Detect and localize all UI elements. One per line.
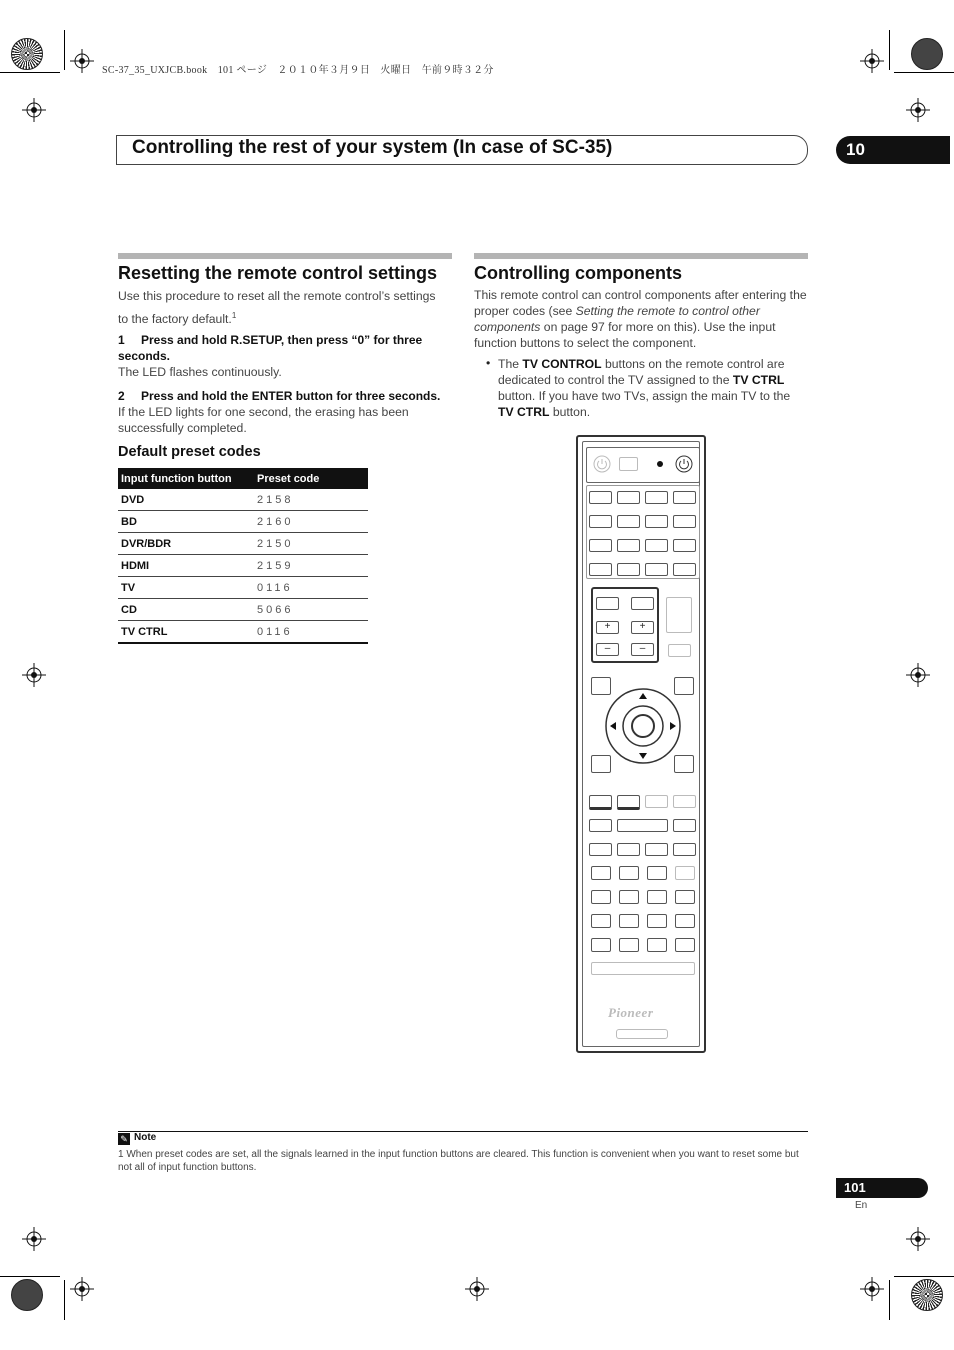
crop-line xyxy=(894,1276,954,1277)
input-button xyxy=(673,515,696,528)
section-bar xyxy=(474,253,808,259)
crosshair-icon xyxy=(906,1227,930,1251)
tv-input-button xyxy=(631,597,654,610)
function-cell: DVR/BDR xyxy=(118,533,254,555)
language-code: En xyxy=(855,1200,868,1211)
column-header: Input function button xyxy=(118,468,254,489)
tv-channel-down-button: – xyxy=(631,643,654,656)
crosshair-icon xyxy=(906,663,930,687)
function-button xyxy=(591,890,611,904)
table-row xyxy=(118,599,368,621)
controlling-intro: This remote control can control components after entering the proper codes (see Setting the remote to control other components on page 97 for more on this). Use the input function buttons to select the component. xyxy=(474,288,807,350)
receiver-power-icon xyxy=(674,454,694,474)
input-button xyxy=(645,563,668,576)
function-cell: CD xyxy=(118,599,254,621)
tv-volume-down-button: – xyxy=(596,643,619,656)
page-number: 101 xyxy=(836,1178,928,1198)
tv-volume-up-button: + xyxy=(596,621,619,634)
section-bar xyxy=(118,253,452,259)
input-button xyxy=(617,491,640,504)
registration-disc-bottom-right xyxy=(911,1279,943,1311)
input-button xyxy=(617,539,640,552)
print-info: SC-37_35_UXJCB.book 101 ページ ２０１０年３月９日 火曜日 午前９時３２分 xyxy=(102,65,494,76)
power-icon xyxy=(592,454,612,474)
function-button xyxy=(591,938,611,952)
table-row xyxy=(118,533,368,555)
crop-line xyxy=(0,1276,60,1277)
function-button xyxy=(675,866,695,880)
cursor-pad-icon xyxy=(604,687,682,765)
tv-channel-up-button: + xyxy=(631,621,654,634)
note-divider xyxy=(118,1131,808,1132)
function-button xyxy=(675,890,695,904)
function-button xyxy=(619,938,639,952)
footnote-text: 1 When preset codes are set, all the signals learned in the input function buttons are cleared. This function is convenient when you want to reset some but not all of input function buttons. xyxy=(118,1149,799,1173)
registration-disc-top-right xyxy=(911,38,943,70)
step-2-note: If the LED lights for one second, the erasing has been successfully completed. xyxy=(118,405,409,435)
source-button xyxy=(619,457,638,471)
function-button xyxy=(591,866,611,880)
registration-disc-bottom-left xyxy=(11,1279,43,1311)
channel-down-button xyxy=(675,938,695,952)
crosshair-icon xyxy=(70,1277,94,1301)
function-button xyxy=(619,866,639,880)
input-button xyxy=(645,539,668,552)
preset-codes-table xyxy=(118,468,368,644)
tv-power-button xyxy=(596,597,619,610)
function-cell: HDMI xyxy=(118,555,254,577)
input-button xyxy=(589,563,612,576)
remote-control-illustration xyxy=(576,435,706,1053)
table-row xyxy=(118,555,368,577)
section-heading-controlling: Controlling components xyxy=(474,263,682,283)
step-2: 2 Press and hold the ENTER button for three seconds. xyxy=(118,389,441,403)
shuffle-button xyxy=(673,795,696,808)
pause-button xyxy=(617,843,640,856)
note-label: Note xyxy=(134,1132,157,1143)
table-row xyxy=(118,511,368,533)
crosshair-icon xyxy=(22,663,46,687)
crop-line xyxy=(889,30,890,70)
function-button xyxy=(647,866,667,880)
registration-disc-top-left xyxy=(11,38,43,70)
table-header-row xyxy=(118,468,368,489)
page-title: Controlling the rest of your system (In case of SC-35) xyxy=(132,137,613,158)
crop-line xyxy=(0,72,60,73)
input-button xyxy=(589,539,612,552)
function-cell: TV xyxy=(118,577,254,599)
code-cell: 2160 xyxy=(254,511,368,533)
crop-line xyxy=(64,1280,65,1320)
pencil-icon: ✎ xyxy=(118,1133,130,1145)
code-cell: 5066 xyxy=(254,599,368,621)
function-button xyxy=(647,938,667,952)
input-button xyxy=(617,515,640,528)
stop-button xyxy=(645,843,668,856)
input-button xyxy=(617,563,640,576)
function-cell: BD xyxy=(118,511,254,533)
led-indicator xyxy=(657,461,663,467)
code-cell: 0116 xyxy=(254,621,368,644)
play-button xyxy=(617,819,668,832)
section-heading-reset: Resetting the remote control settings xyxy=(118,263,438,283)
code-cell: 0116 xyxy=(254,577,368,599)
function-button xyxy=(619,890,639,904)
table-row xyxy=(118,621,368,644)
code-cell: 2159 xyxy=(254,555,368,577)
channel-up-button xyxy=(675,914,695,928)
repeat-button xyxy=(645,795,668,808)
ir-window xyxy=(616,1029,668,1039)
rewind-button xyxy=(589,819,612,832)
table-row xyxy=(118,489,368,511)
function-button xyxy=(647,890,667,904)
crosshair-icon xyxy=(22,98,46,122)
function-cell: TV CTRL xyxy=(118,621,254,644)
next-button xyxy=(673,843,696,856)
code-cell: 2158 xyxy=(254,489,368,511)
mute-button xyxy=(668,644,691,657)
function-cell: DVD xyxy=(118,489,254,511)
brand-logo: Pioneer xyxy=(608,1005,654,1020)
bottom-slider-bar xyxy=(591,962,695,975)
input-button xyxy=(589,515,612,528)
return-button xyxy=(674,755,694,773)
step-1-note: The LED flashes continuously. xyxy=(118,365,282,379)
table-row xyxy=(118,577,368,599)
footnote-ref: 1 xyxy=(231,311,237,320)
crosshair-icon xyxy=(906,98,930,122)
crop-line xyxy=(894,72,954,73)
step-1: 1 Press and hold R.SETUP, then press “0” for three seconds. xyxy=(118,333,423,363)
crosshair-icon xyxy=(70,49,94,73)
chapter-tab: 10 xyxy=(836,136,950,164)
fast-forward-button xyxy=(673,819,696,832)
function-button xyxy=(619,914,639,928)
crosshair-icon xyxy=(860,1277,884,1301)
input-button xyxy=(645,515,668,528)
crop-line xyxy=(889,1280,890,1320)
code-cell: 2150 xyxy=(254,533,368,555)
crosshair-icon xyxy=(465,1277,489,1301)
home-menu-button xyxy=(591,755,611,773)
crosshair-icon xyxy=(860,49,884,73)
crosshair-icon xyxy=(22,1227,46,1251)
playback-button xyxy=(617,795,640,810)
function-button xyxy=(647,914,667,928)
bullet-marker: • xyxy=(486,356,491,370)
input-button xyxy=(673,491,696,504)
previous-button xyxy=(589,843,612,856)
input-button xyxy=(645,491,668,504)
tv-ctrl-button xyxy=(673,563,696,576)
crop-line xyxy=(64,30,65,70)
tv-control-bullet: The TV CONTROL buttons on the remote control are dedicated to control the TV assigned to the TV CTRL button. If you have two TVs, assign the main TV to the TV CTRL button. xyxy=(498,357,791,419)
column-header: Preset code xyxy=(254,468,368,489)
playback-button xyxy=(589,795,612,810)
subheading-preset-codes: Default preset codes xyxy=(118,444,261,460)
input-button xyxy=(673,539,696,552)
volume-rocker xyxy=(666,597,692,633)
cross-reference: Setting the remote to control other components xyxy=(474,304,760,334)
function-button xyxy=(591,914,611,928)
input-button xyxy=(589,491,612,504)
reset-intro: Use this procedure to reset all the remote control’s settings to the factory default.$^1$ xyxy=(118,289,436,327)
